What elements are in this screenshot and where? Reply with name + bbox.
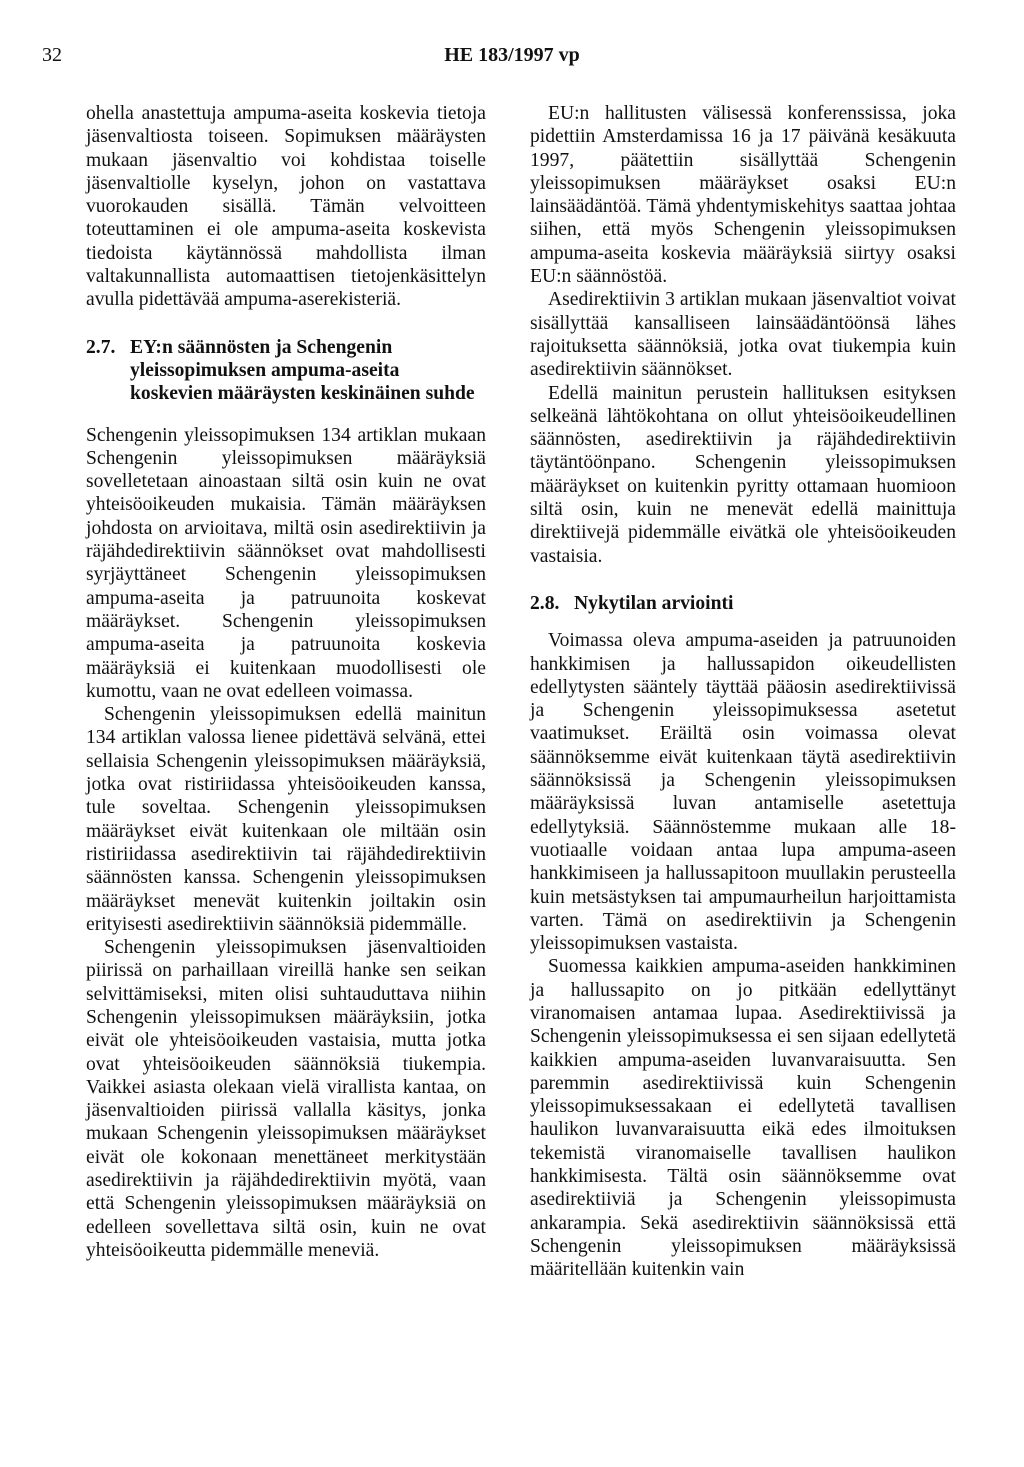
paragraph: Schengenin yleissopimuksen jäsenvaltioiden piirissä on parhaillaan vireillä hanke sen seikan selvittämiseksi, miten olisi suhtauduttava niihin Schengenin yleissopimuksen määräyksiin, jotka eivät ole yhteisöoikeuden vastaisia, mutta jotka ovat yhteisöoikeuden säännöksiä tiukempia. Vaikkei asiasta olekaan vielä virallista kantaa, on jäsenvaltioiden piirissä vallalla käsitys, jonka mukaan Schengenin yleissopimuksen määräykset eivät ole kokonaan menettäneet merkitystään asedirektiivin ja räjähdedirektiivin myötä, vaan että Schengenin yleissopimuksen määräyksiä on edelleen sovellettava siltä osin, kuin ne ovat yhteisöoikeutta pidemmälle meneviä. [86,937,486,1261]
section-number: 2.7. [86,336,116,358]
paragraph: Asedirektiivin 3 artiklan mukaan jäsenvaltiot voivat sisällyttää kansalliseen lainsäädäntöönsä lähes rajoituksetta säännöksiä, jotka ovat tiukempia kuin asedirektiivin säännökset. [530,289,956,381]
paragraph: Schengenin yleissopimuksen 134 artiklan mukaan Schengenin yleissopimuksen määräyksiä sovelletetaan ainoastaan siltä osin kuin ne ovat yhteisöoikeuden mukaisia. Tämän määräyksen johdosta on arvioitava, miltä osin asedirektiivin ja räjähdedirektiivin säännökset ovat mahdollisesti syrjäyttäneet Schengenin yleissopimuksen ampuma-aseita ja patruunoita koskevat määräykset. Schengenin yleissopimuksen ampuma-aseita ja patruunoita koskevia määräyksiä ei kuitenkaan muodollisesti ole kumottu, vaan ne ovat edelleen voimassa. [86,424,486,702]
paragraph: Edellä mainitun perustein hallituksen esityksen selkeänä lähtökohtana on ollut yhteisöoikeudellinen säännösten, asedirektiivin ja räjähdedirektiivin täytäntöönpano. Schengenin yleissopimuksen määräykset on kuitenkin pyritty ottamaan huomioon siltä osin, kuin ne menevät edellä mainittuja direktiivejä pidemmälle eivätkä ole yhteisöoikeuden vastaisia. [530,382,956,567]
left-column [86,102,486,1262]
paragraph: Schengenin yleissopimuksen edellä mainitun 134 artiklan valossa lienee pidettävä selvänä, ettei sellaisia Schengenin yleissopimuksen määräyksiä, jotka ovat ristiriidassa yhteisöoikeuden kanssa, tule soveltaa. Schengenin yleissopimuksen määräykset eivät kuitenkaan ole miltään osin ristiriidassa asedirektiivin tai räjähdedirektiivin säännösten kanssa. Schengenin yleissopimuksen määräykset menevät kuitenkin joiltakin osin erityisesti asedirektiivin säännöksiä pidemmälle. [86,704,486,935]
paragraph: ohella anastettuja ampuma-aseita koskevia tietoja jäsenvaltiosta toiseen. Sopimuksen määräysten mukaan jäsenvaltio voi kohdistaa toiselle jäsenvaltiolle kyselyn, johon on vastattava vuorokauden sisällä. Tämän velvoitteen toteuttaminen ei ole ampuma-aseita koskevista tiedoista käytännössä mahdollista ilman valtakunnallista automaattisen tietojenkäsittelyn avulla pidettävää ampuma-aserekisteriä. [86,103,486,311]
section-heading-2-8 [530,592,956,615]
section-heading-2-7 [86,336,486,406]
paragraph: Suomessa kaikkien ampuma-aseiden hankkiminen ja hallussapito on jo pitkään edellyttänyt viranomaisen antamaa lupaa. Asedirektiivissä ja Schengenin yleissopimuksessa ei sen sijaan edellytetä kaikkien ampuma-aseiden luvanvaraisuutta. Sen paremmin asedirektiivissä kuin Schengenin yleissopimuksessakaan ei edellytetä tavallisen haulikon luvanvaraisuutta eikä edes ilmoituksen tekemistä viranomaiselle tavallisen haulikon hankkimisesta. Tältä osin säännöksemme ovat asedirektiiviä ja Schengenin yleissopimusta ankarampia. Sekä asedirektiivin säännöksissä että Schengenin yleissopimuksen määräyksissä määritellään kuitenkin vain [530,956,956,1281]
section-title: Nykytilan arviointi [574,592,734,614]
right-column [530,102,956,1282]
section-title: EY:n säännösten ja Schengenin yleissopimuksen ampuma-aseita koskevien määräysten keskinäinen suhde [130,336,475,405]
paragraph: EU:n hallitusten välisessä konferenssissa, joka pidettiin Amsterdamissa 16 ja 17 päivänä kesäkuuta 1997, päätettiin sisällyttää Schengenin yleissopimuksen määräykset osaksi EU:n lainsäädäntöä. Tämä yhdentymiskehitys saattaa johtaa siihen, että myös Schengenin yleissopimuksen ampuma-aseita koskevia määräyksiä siirtyy osaksi EU:n säännöstöä. [530,103,956,288]
section-number: 2.8. [530,592,560,614]
running-title: HE 183/1997 vp [444,44,580,66]
page-number: 32 [42,44,62,66]
page-header [0,44,1024,76]
paragraph: Voimassa oleva ampuma-aseiden ja patruunoiden hankkimisen ja hallussapidon oikeudellisten edellytysten sääntely täyttää pääosin asedirektiivissä ja Schengenin yleissopimuksessa asetetut vaatimukset. Eräiltä osin voimassa olevat säännöksemme eivät kuitenkaan täytä asedirektiivin säännöksissä ja Schengenin yleissopimuksen määräyksissä luvan antamiselle asetettuja edellytyksiä. Säännöstemme mukaan alle 18-vuotiaalle voidaan antaa lupa ampuma-aseen hankkimiseen ja hallussapitoon muullakin perusteella kuin metsästyksen tai ampumaurheilun harjoittamista varten. Tämä on asedirektiivin ja Schengenin yleissopimuksen vastaista. [530,630,956,955]
